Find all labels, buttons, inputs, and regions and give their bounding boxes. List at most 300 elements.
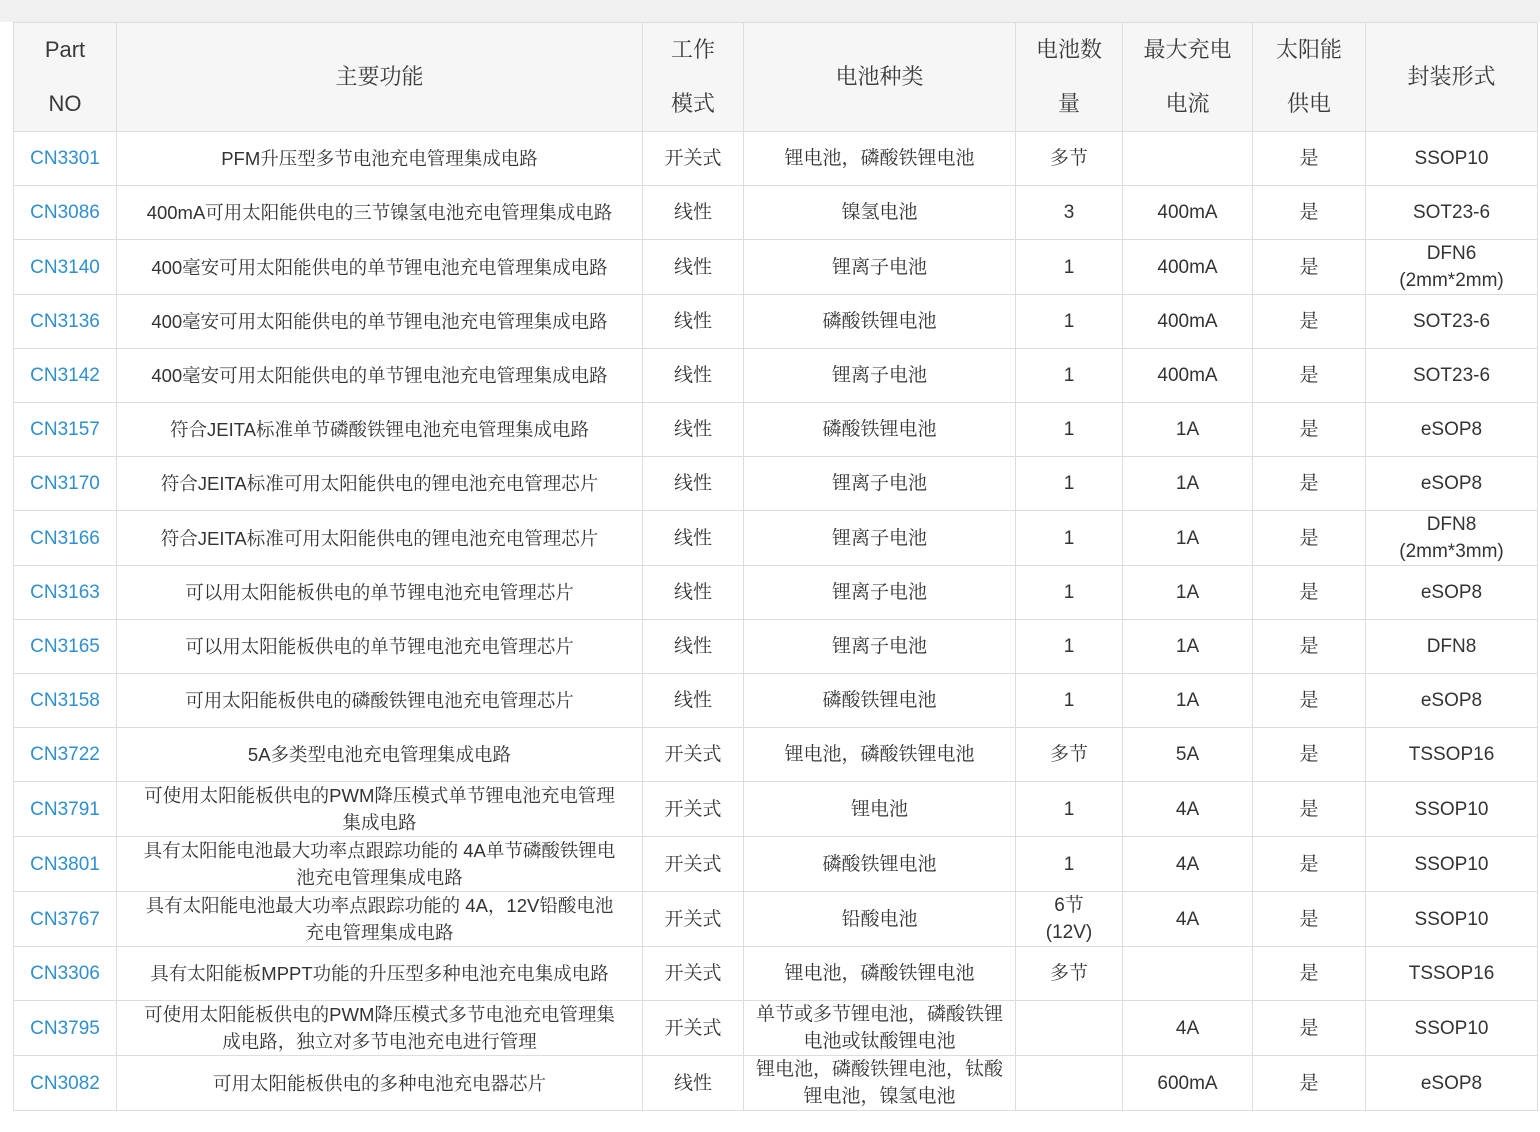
- package-cell-text: SSOP10: [1414, 798, 1489, 820]
- package-cell: [1366, 620, 1538, 674]
- function-cell: [117, 186, 643, 240]
- package-cell: [1366, 511, 1538, 566]
- max-current-cell-text: 400mA: [1157, 365, 1218, 386]
- table-row: [14, 295, 1538, 349]
- package-cell: [1366, 782, 1538, 837]
- package-cell-text: SSOP10: [1414, 148, 1489, 169]
- max-current-cell: [1123, 566, 1253, 620]
- part-number-link-text[interactable]: CN3306: [30, 963, 100, 984]
- package-cell-text: DFN6 (2mm*2mm): [1399, 243, 1504, 291]
- battery-type-cell: [744, 457, 1016, 511]
- mode-cell-text: 线性: [673, 473, 712, 494]
- battery-count-cell-text: 1: [1063, 473, 1075, 494]
- table-row: [14, 837, 1538, 892]
- function-cell-text: 符合JEITA标准单节磷酸铁锂电池充电管理集成电路: [170, 419, 589, 440]
- part-number-link-text[interactable]: CN3082: [30, 1072, 100, 1094]
- function-cell: [117, 566, 643, 620]
- battery-count-cell-text: 1: [1063, 798, 1075, 820]
- header-main-function: 主要功能: [117, 23, 643, 132]
- max-current-cell: [1123, 295, 1253, 349]
- max-current-cell: [1123, 892, 1253, 947]
- battery-type-cell-text: 锂电池: [850, 798, 908, 820]
- max-current-cell: [1123, 674, 1253, 728]
- function-cell: [117, 1001, 643, 1056]
- battery-type-cell-text: 锂电池，磷酸铁锂电池: [784, 963, 975, 984]
- battery-count-cell-text: 1: [1063, 527, 1075, 549]
- battery-type-cell-text: 磷酸铁锂电池: [822, 853, 937, 875]
- battery-count-cell: [1016, 892, 1123, 947]
- package-cell-text: DFN8: [1426, 636, 1477, 657]
- battery-type-cell: [744, 837, 1016, 892]
- package-cell: [1366, 947, 1538, 1001]
- solar-cell-text: 是: [1299, 473, 1319, 494]
- function-cell: [117, 240, 643, 295]
- mode-cell-text: 开关式: [664, 148, 722, 169]
- solar-cell-text: 是: [1299, 636, 1319, 657]
- part-number-link-text[interactable]: CN3166: [30, 527, 100, 549]
- battery-count-cell: [1016, 782, 1123, 837]
- table-row: [14, 674, 1538, 728]
- table-row: [14, 511, 1538, 566]
- battery-type-cell: [744, 403, 1016, 457]
- package-cell-text: TSSOP16: [1408, 963, 1495, 984]
- package-cell: [1366, 1056, 1538, 1111]
- mode-cell: [643, 837, 744, 892]
- max-current-cell: [1123, 837, 1253, 892]
- table-row: [14, 240, 1538, 295]
- mode-cell-text: 线性: [673, 256, 712, 278]
- package-cell-text: eSOP8: [1420, 690, 1483, 711]
- battery-type-cell-text: 锂离子电池: [831, 365, 927, 386]
- max-current-cell-text: 400mA: [1157, 311, 1218, 332]
- solar-cell: [1253, 674, 1366, 728]
- battery-count-cell-text: 3: [1063, 202, 1075, 223]
- function-cell-text: 400mA可用太阳能供电的三节镍氢电池充电管理集成电路: [146, 202, 613, 223]
- mode-cell-text: 开关式: [664, 963, 722, 984]
- package-cell: [1366, 403, 1538, 457]
- solar-cell-text: 是: [1299, 365, 1319, 386]
- max-current-cell: [1123, 511, 1253, 566]
- battery-count-cell-text: 1: [1063, 636, 1075, 657]
- function-cell-text: 符合JEITA标准可用太阳能供电的锂电池充电管理芯片: [160, 527, 599, 549]
- battery-type-cell-text: 锂离子电池: [831, 582, 927, 603]
- mode-cell-text: 线性: [673, 527, 712, 549]
- battery-count-cell-text: 1: [1063, 582, 1075, 603]
- solar-cell-text: 是: [1299, 419, 1319, 440]
- mode-cell: [643, 403, 744, 457]
- function-cell-text: 符合JEITA标准可用太阳能供电的锂电池充电管理芯片: [160, 473, 599, 494]
- battery-count-cell-text: 多节: [1049, 744, 1088, 765]
- part-number-link-text[interactable]: CN3140: [30, 256, 100, 278]
- solar-cell-text: 是: [1299, 148, 1319, 169]
- table-row: [14, 349, 1538, 403]
- battery-type-cell: [744, 1001, 1016, 1056]
- battery-count-cell-text: 多节: [1049, 963, 1088, 984]
- solar-cell: [1253, 892, 1366, 947]
- solar-cell: [1253, 782, 1366, 837]
- solar-cell: [1253, 1001, 1366, 1056]
- function-cell-text: 400毫安可用太阳能供电的单节锂电池充电管理集成电路: [151, 256, 608, 278]
- battery-count-cell: [1016, 132, 1123, 186]
- battery-count-cell: [1016, 1056, 1123, 1111]
- table-row: [14, 947, 1538, 1001]
- max-current-cell-text: 5A: [1175, 744, 1200, 765]
- battery-type-cell-text: 磷酸铁锂电池: [822, 419, 937, 440]
- solar-cell-text: 是: [1299, 1072, 1319, 1094]
- solar-cell: [1253, 566, 1366, 620]
- battery-type-cell-text: 铅酸电池: [841, 908, 918, 930]
- max-current-cell-text: 400mA: [1157, 202, 1218, 223]
- part-number-link-text[interactable]: CN3165: [30, 636, 100, 657]
- part-number-link[interactable]: [14, 728, 117, 782]
- battery-count-cell: [1016, 349, 1123, 403]
- mode-cell-text: 线性: [673, 690, 712, 711]
- header-row: [14, 23, 1538, 132]
- mode-cell: [643, 186, 744, 240]
- solar-cell: [1253, 728, 1366, 782]
- part-number-link[interactable]: [14, 186, 117, 240]
- battery-type-cell-text: 锂离子电池: [831, 473, 927, 494]
- battery-type-cell-text: 单节或多节锂电池，磷酸铁锂 电池或钛酸锂电池: [755, 1004, 1003, 1052]
- battery-count-cell: [1016, 295, 1123, 349]
- mode-cell: [643, 457, 744, 511]
- part-number-link[interactable]: [14, 892, 117, 947]
- solar-cell-text: 是: [1299, 202, 1319, 223]
- battery-type-cell: [744, 1056, 1016, 1111]
- solar-cell-text: 是: [1299, 690, 1319, 711]
- part-number-link[interactable]: [14, 674, 117, 728]
- table-row: [14, 892, 1538, 947]
- package-cell-text: DFN8 (2mm*3mm): [1399, 514, 1504, 562]
- mode-cell-text: 开关式: [664, 798, 722, 820]
- part-number-link-text[interactable]: CN3791: [30, 798, 100, 820]
- battery-count-cell: [1016, 457, 1123, 511]
- battery-type-cell-text: 磷酸铁锂电池: [822, 690, 937, 711]
- battery-count-cell: [1016, 403, 1123, 457]
- part-number-link[interactable]: [14, 295, 117, 349]
- mode-cell: [643, 620, 744, 674]
- battery-type-cell: [744, 295, 1016, 349]
- max-current-cell-text: 1A: [1175, 527, 1200, 549]
- mode-cell: [643, 892, 744, 947]
- function-cell-text: 可以用太阳能板供电的单节锂电池充电管理芯片: [185, 582, 574, 603]
- function-cell-text: 400毫安可用太阳能供电的单节锂电池充电管理集成电路: [151, 365, 608, 386]
- max-current-cell: [1123, 403, 1253, 457]
- battery-count-cell: [1016, 728, 1123, 782]
- max-current-cell-text: 4A: [1175, 798, 1200, 820]
- battery-count-cell-text: 1: [1063, 690, 1075, 711]
- battery-type-cell: [744, 132, 1016, 186]
- solar-cell-text: 是: [1299, 1017, 1319, 1039]
- mode-cell-text: 线性: [673, 582, 712, 603]
- battery-type-cell-text: 锂离子电池: [831, 527, 927, 549]
- battery-count-cell-text: 1: [1063, 853, 1075, 875]
- max-current-cell-text: 1A: [1175, 419, 1200, 440]
- function-cell: [117, 457, 643, 511]
- mode-cell: [643, 295, 744, 349]
- battery-count-cell-text: 1: [1063, 311, 1075, 332]
- table-row: [14, 403, 1538, 457]
- table-row: [14, 782, 1538, 837]
- battery-count-cell-text: 6节 (12V): [1045, 895, 1093, 943]
- battery-type-cell-text: 磷酸铁锂电池: [822, 311, 937, 332]
- part-number-link-text[interactable]: CN3722: [30, 744, 100, 765]
- part-number-link[interactable]: [14, 837, 117, 892]
- max-current-cell: [1123, 620, 1253, 674]
- solar-cell-text: 是: [1299, 853, 1319, 875]
- battery-type-cell: [744, 349, 1016, 403]
- package-cell: [1366, 457, 1538, 511]
- table-row: [14, 566, 1538, 620]
- battery-count-cell: [1016, 947, 1123, 1001]
- battery-count-cell: [1016, 240, 1123, 295]
- part-number-link[interactable]: [14, 782, 117, 837]
- package-cell: [1366, 295, 1538, 349]
- package-cell-text: SOT23-6: [1412, 202, 1491, 223]
- battery-type-cell-text: 锂离子电池: [831, 636, 927, 657]
- function-cell: [117, 892, 643, 947]
- max-current-cell: [1123, 186, 1253, 240]
- mode-cell-text: 开关式: [664, 744, 722, 765]
- table-row: [14, 1056, 1538, 1111]
- battery-type-cell: [744, 186, 1016, 240]
- mode-cell: [643, 511, 744, 566]
- max-current-cell-text: 1A: [1175, 473, 1200, 494]
- function-cell-text: 5A多类型电池充电管理集成电路: [247, 744, 512, 765]
- function-cell-text: PFM升压型多节电池充电管理集成电路: [221, 148, 538, 169]
- solar-cell: [1253, 620, 1366, 674]
- solar-cell: [1253, 132, 1366, 186]
- table-body: [14, 132, 1538, 1111]
- mode-cell: [643, 728, 744, 782]
- part-number-link[interactable]: [14, 947, 117, 1001]
- battery-type-cell: [744, 947, 1016, 1001]
- max-current-cell: [1123, 132, 1253, 186]
- package-cell-text: eSOP8: [1420, 582, 1483, 603]
- mode-cell-text: 线性: [673, 636, 712, 657]
- part-number-link-text[interactable]: CN3801: [30, 853, 100, 875]
- max-current-cell-text: 1A: [1175, 636, 1200, 657]
- mode-cell: [643, 132, 744, 186]
- solar-cell: [1253, 403, 1366, 457]
- header-work-mode: 工作 模式: [643, 23, 744, 132]
- solar-cell-text: 是: [1299, 582, 1319, 603]
- part-number-link[interactable]: [14, 1056, 117, 1111]
- package-cell: [1366, 240, 1538, 295]
- part-number-link-text[interactable]: CN3301: [30, 148, 100, 169]
- part-number-link[interactable]: [14, 1001, 117, 1056]
- battery-type-cell: [744, 511, 1016, 566]
- header-solar-power: 太阳能 供电: [1253, 23, 1366, 132]
- solar-cell-text: 是: [1299, 311, 1319, 332]
- battery-count-cell: [1016, 674, 1123, 728]
- max-current-cell-text: 4A: [1175, 908, 1200, 930]
- top-band: [0, 0, 1540, 22]
- part-number-link[interactable]: [14, 620, 117, 674]
- solar-cell: [1253, 240, 1366, 295]
- battery-type-cell: [744, 782, 1016, 837]
- package-cell-text: SOT23-6: [1412, 311, 1491, 332]
- function-cell: [117, 782, 643, 837]
- part-number-link[interactable]: [14, 132, 117, 186]
- part-number-link-text[interactable]: CN3163: [30, 582, 100, 603]
- mode-cell: [643, 674, 744, 728]
- part-number-link[interactable]: [14, 240, 117, 295]
- max-current-cell-text: 400mA: [1157, 256, 1218, 278]
- solar-cell: [1253, 457, 1366, 511]
- battery-count-cell: [1016, 186, 1123, 240]
- max-current-cell-text: 600mA: [1157, 1072, 1218, 1094]
- max-current-cell: [1123, 782, 1253, 837]
- header-battery-count: 电池数 量: [1016, 23, 1123, 132]
- part-number-link-text[interactable]: CN3086: [30, 202, 100, 223]
- package-cell-text: eSOP8: [1420, 473, 1483, 494]
- solar-cell-text: 是: [1299, 798, 1319, 820]
- package-cell-text: SSOP10: [1414, 908, 1489, 930]
- max-current-cell: [1123, 728, 1253, 782]
- battery-type-cell-text: 锂离子电池: [831, 256, 927, 278]
- battery-count-cell: [1016, 620, 1123, 674]
- max-current-cell: [1123, 349, 1253, 403]
- package-cell-text: eSOP8: [1420, 1072, 1483, 1094]
- table-row: [14, 1001, 1538, 1056]
- battery-count-cell: [1016, 1001, 1123, 1056]
- product-table: [13, 22, 1538, 1111]
- header-battery-type: 电池种类: [744, 23, 1016, 132]
- battery-count-cell-text: 1: [1063, 419, 1075, 440]
- function-cell: [117, 132, 643, 186]
- package-cell: [1366, 728, 1538, 782]
- package-cell-text: TSSOP16: [1408, 744, 1495, 765]
- package-cell: [1366, 674, 1538, 728]
- table-row: [14, 728, 1538, 782]
- table-row: [14, 620, 1538, 674]
- max-current-cell: [1123, 1001, 1253, 1056]
- package-cell-text: SSOP10: [1414, 1017, 1489, 1039]
- battery-type-cell: [744, 674, 1016, 728]
- part-number-link[interactable]: [14, 349, 117, 403]
- part-number-link[interactable]: [14, 511, 117, 566]
- solar-cell: [1253, 349, 1366, 403]
- mode-cell-text: 线性: [673, 311, 712, 332]
- solar-cell-text: 是: [1299, 744, 1319, 765]
- battery-type-cell-text: 锂电池，磷酸铁锂电池，钛酸 锂电池，镍氢电池: [755, 1059, 1003, 1107]
- function-cell: [117, 295, 643, 349]
- battery-count-cell-text: 1: [1063, 256, 1075, 278]
- package-cell: [1366, 132, 1538, 186]
- battery-count-cell: [1016, 511, 1123, 566]
- package-cell: [1366, 837, 1538, 892]
- part-number-link-text[interactable]: CN3158: [30, 690, 100, 711]
- function-cell-text: 可用太阳能板供电的多种电池充电器芯片: [212, 1072, 546, 1094]
- part-number-link-text[interactable]: CN3136: [30, 311, 100, 332]
- function-cell-text: 具有太阳能电池最大功率点跟踪功能的 4A单节磷酸铁锂电 池充电管理集成电路: [143, 840, 616, 888]
- solar-cell-text: 是: [1299, 527, 1319, 549]
- function-cell-text: 可使用太阳能板供电的PWM降压模式单节锂电池充电管理 集成电路: [144, 785, 615, 833]
- battery-type-cell-text: 镍氢电池: [841, 202, 918, 223]
- battery-type-cell: [744, 566, 1016, 620]
- function-cell-text: 具有太阳能电池最大功率点跟踪功能的 4A，12V铅酸电池 充电管理集成电路: [145, 895, 614, 943]
- part-number-link[interactable]: [14, 457, 117, 511]
- solar-cell: [1253, 511, 1366, 566]
- solar-cell: [1253, 837, 1366, 892]
- header-part-no: Part NO: [14, 23, 117, 132]
- mode-cell: [643, 566, 744, 620]
- package-cell: [1366, 186, 1538, 240]
- max-current-cell-text: 1A: [1175, 582, 1200, 603]
- battery-count-cell-text: 多节: [1049, 148, 1088, 169]
- part-number-link-text[interactable]: CN3170: [30, 473, 100, 494]
- max-current-cell: [1123, 1056, 1253, 1111]
- max-current-cell-text: 4A: [1175, 853, 1200, 875]
- part-number-link-text[interactable]: CN3142: [30, 365, 100, 386]
- max-current-cell-text: 1A: [1175, 690, 1200, 711]
- mode-cell-text: 线性: [673, 202, 712, 223]
- max-current-cell: [1123, 457, 1253, 511]
- header-package: 封装形式: [1366, 23, 1538, 132]
- max-current-cell-text: 4A: [1175, 1017, 1200, 1039]
- mode-cell: [643, 349, 744, 403]
- package-cell-text: SOT23-6: [1412, 365, 1491, 386]
- mode-cell: [643, 947, 744, 1001]
- header-max-current: 最大充电 电流: [1123, 23, 1253, 132]
- table-row: [14, 132, 1538, 186]
- table-row: [14, 457, 1538, 511]
- battery-count-cell-text: 1: [1063, 365, 1075, 386]
- package-cell: [1366, 892, 1538, 947]
- package-cell: [1366, 1001, 1538, 1056]
- function-cell: [117, 620, 643, 674]
- part-number-link-text[interactable]: CN3795: [30, 1017, 100, 1039]
- solar-cell: [1253, 947, 1366, 1001]
- function-cell-text: 可以用太阳能板供电的单节锂电池充电管理芯片: [185, 636, 574, 657]
- function-cell: [117, 511, 643, 566]
- function-cell: [117, 349, 643, 403]
- solar-cell-text: 是: [1299, 256, 1319, 278]
- solar-cell: [1253, 186, 1366, 240]
- function-cell: [117, 728, 643, 782]
- package-cell: [1366, 349, 1538, 403]
- solar-cell: [1253, 295, 1366, 349]
- battery-type-cell: [744, 240, 1016, 295]
- mode-cell-text: 开关式: [664, 908, 722, 930]
- function-cell: [117, 674, 643, 728]
- battery-type-cell-text: 锂电池，磷酸铁锂电池: [784, 744, 975, 765]
- part-number-link-text[interactable]: CN3767: [30, 908, 100, 930]
- package-cell-text: eSOP8: [1420, 419, 1483, 440]
- part-number-link[interactable]: [14, 403, 117, 457]
- battery-count-cell: [1016, 837, 1123, 892]
- function-cell: [117, 837, 643, 892]
- solar-cell-text: 是: [1299, 963, 1319, 984]
- mode-cell: [643, 1001, 744, 1056]
- function-cell-text: 可用太阳能板供电的磷酸铁锂电池充电管理芯片: [185, 690, 574, 711]
- mode-cell: [643, 1056, 744, 1111]
- part-number-link[interactable]: [14, 566, 117, 620]
- solar-cell-text: 是: [1299, 908, 1319, 930]
- mode-cell-text: 线性: [673, 1072, 712, 1094]
- function-cell: [117, 947, 643, 1001]
- part-number-link-text[interactable]: CN3157: [30, 419, 100, 440]
- battery-type-cell-text: 锂电池，磷酸铁锂电池: [784, 148, 975, 169]
- package-cell-text: SSOP10: [1414, 853, 1489, 875]
- battery-count-cell: [1016, 566, 1123, 620]
- mode-cell-text: 开关式: [664, 1017, 722, 1039]
- battery-type-cell: [744, 892, 1016, 947]
- mode-cell-text: 开关式: [664, 853, 722, 875]
- max-current-cell: [1123, 240, 1253, 295]
- table-row: [14, 186, 1538, 240]
